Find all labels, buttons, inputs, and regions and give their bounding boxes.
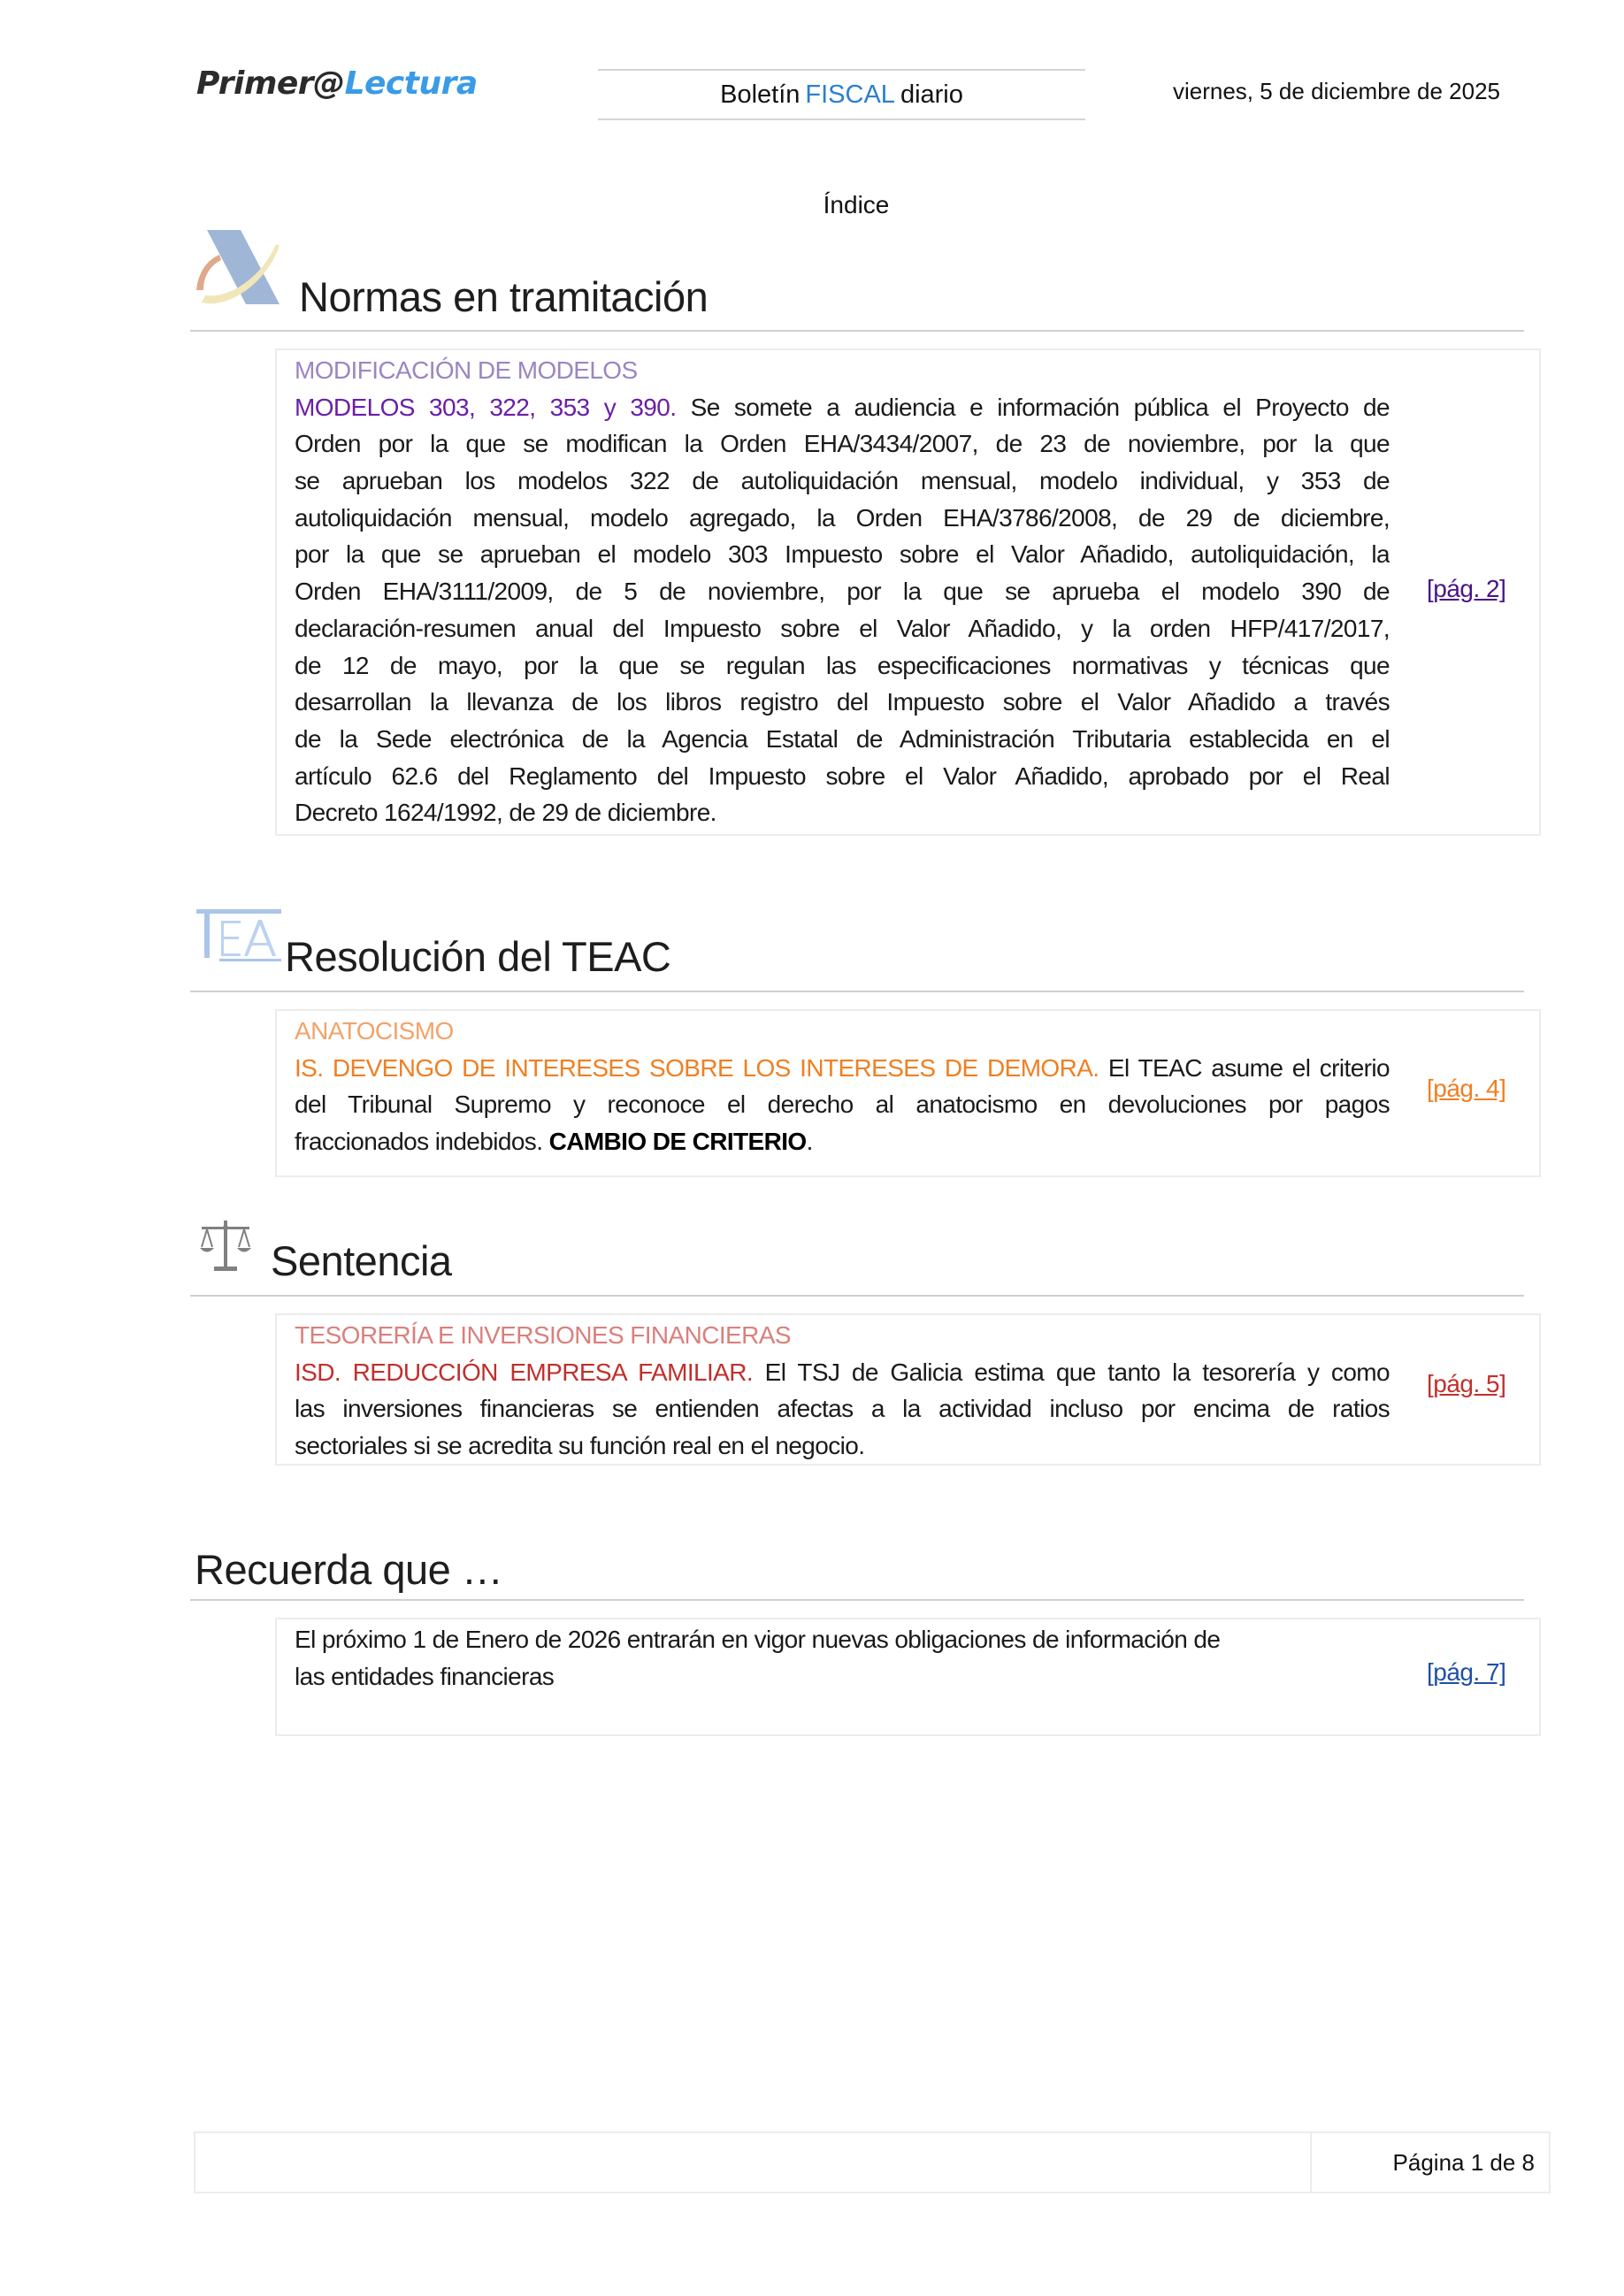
entry-line: autoliquidación mensual, modelo agregado, la Orden EHA/3786/2008, de 29 de diciembre, xyxy=(295,503,1390,532)
entry-headline: IS. DEVENGO DE INTERESES SOBRE LOS INTERESES DE DEMORA. xyxy=(295,1053,1099,1082)
section-title-sentencia: Sentencia xyxy=(271,1237,452,1284)
entry-line: de 12 de mayo, por la que se regulan las especificaciones normativas y técnicas que xyxy=(295,651,1390,679)
bulletin-title xyxy=(598,69,1085,120)
entry-last-line xyxy=(295,1123,1390,1160)
entry-first-line xyxy=(295,389,1390,426)
index-entry-normas xyxy=(275,348,1541,836)
scales-of-justice-icon xyxy=(198,1219,253,1274)
section-divider xyxy=(190,1295,1524,1297)
entry-line: por la que se aprueban el modelo 303 Impuesto sobre el Valor Añadido, autoliquidación, la xyxy=(295,540,1390,569)
page-link-7[interactable]: [pág. 7] xyxy=(1427,1658,1506,1686)
entry-line: de la Sede electrónica de la Agencia Estatal de Administración Tributaria establecida en el xyxy=(295,724,1390,753)
entry-category: TESORERÍA E INVERSIONES FINANCIERAS xyxy=(295,1321,791,1349)
bulletin-title-pre: Boletín xyxy=(720,80,801,109)
entry-line: se aprueban los modelos 322 de autoliquidación mensual, modelo individual, y 353 de xyxy=(295,467,1390,495)
section-divider xyxy=(190,330,1524,332)
entry-line: Orden por la que se modifican la Orden EHA/3434/2007, de 23 de noviembre, por la que xyxy=(295,430,1390,458)
entry-first-line xyxy=(295,1354,1390,1391)
index-entry-recuerda xyxy=(275,1618,1541,1736)
entry-line: del Tribunal Supremo y reconoce el derecho al anatocismo en devoluciones por pagos xyxy=(295,1091,1390,1119)
index-entry-sentencia xyxy=(275,1313,1541,1466)
page-link-5[interactable]: [pág. 5] xyxy=(1427,1370,1506,1397)
entry-line: sectoriales si se acredita su función real en el negocio. xyxy=(295,1432,865,1460)
entry-tail: . xyxy=(806,1128,813,1156)
page-number: Página 1 de 8 xyxy=(1310,2133,1549,2192)
entry-text xyxy=(295,1013,1390,1160)
index-entry-teac xyxy=(275,1009,1541,1177)
section-divider xyxy=(190,991,1524,992)
logo-text-accent: Lectura xyxy=(344,65,478,102)
bulletin-title-post: diario xyxy=(900,80,963,109)
entry-first-line xyxy=(295,1050,1390,1087)
bulletin-title-accent: FISCAL xyxy=(805,80,895,109)
page-link-2[interactable]: [pág. 2] xyxy=(1427,575,1506,602)
page-link-4[interactable]: [pág. 4] xyxy=(1427,1075,1506,1102)
entry-text xyxy=(295,1317,1390,1465)
footer-empty-cell xyxy=(195,2133,1310,2192)
section-divider xyxy=(190,1599,1524,1601)
entry-line: El próximo 1 de Enero de 2026 entrarán en vigor nuevas obligaciones de información de xyxy=(295,1626,1221,1653)
entry-line: El TSJ de Galicia estima que tanto la tesorería y como xyxy=(753,1358,1390,1386)
section-title-recuerda: Recuerda que … xyxy=(195,1546,503,1593)
section-title-normas: Normas en tramitación xyxy=(299,273,709,320)
entry-line: Orden EHA/3111/2009, de 5 de noviembre, por la que se aprueba el modelo 390 de xyxy=(295,578,1390,606)
bulletin-date: viernes, 5 de diciembre de 2025 xyxy=(1172,78,1500,104)
tax-agency-logo-icon xyxy=(195,228,285,310)
entry-headline: ISD. REDUCCIÓN EMPRESA FAMILIAR. xyxy=(295,1358,754,1386)
entry-line: declaración-resumen anual del Impuesto sobre el Valor Añadido, y la orden HFP/417/2017, xyxy=(295,614,1390,642)
entry-line: El TEAC asume el criterio xyxy=(1099,1053,1390,1082)
entry-line: las inversiones financieras se entienden afectas a la actividad incluso por encima de ratios xyxy=(295,1395,1390,1423)
entry-category: MODIFICACIÓN DE MODELOS xyxy=(295,356,638,384)
entry-category: ANATOCISMO xyxy=(295,1017,454,1045)
entry-text xyxy=(295,1621,1390,1695)
entry-line: fraccionados indebidos. xyxy=(295,1128,543,1156)
entry-line: artículo 62.6 del Reglamento del Impuesto sobre el Valor Añadido, aprobado por el Real xyxy=(295,762,1390,790)
entry-line: Decreto 1624/1992, de 29 de diciembre. xyxy=(295,799,716,827)
logo-text-primary: Primer@ xyxy=(196,65,345,102)
entry-text xyxy=(295,352,1390,831)
index-title: Índice xyxy=(823,191,890,218)
teac-logo-icon xyxy=(195,907,283,962)
section-title-teac: Resolución del TEAC xyxy=(285,933,671,980)
entry-line: las entidades financieras xyxy=(295,1662,555,1690)
entry-headline: MODELOS 303, 322, 353 y 390. xyxy=(295,393,677,421)
entry-line: desarrollan la llevanza de los libros registro del Impuesto sobre el Valor Añadido a través xyxy=(295,688,1390,716)
page-footer xyxy=(194,2131,1551,2193)
entry-emphasis: CAMBIO DE CRITERIO xyxy=(548,1128,807,1156)
entry-line: Se somete a audiencia e información pública el Proyecto de xyxy=(676,393,1390,421)
brand-logo xyxy=(196,65,478,102)
